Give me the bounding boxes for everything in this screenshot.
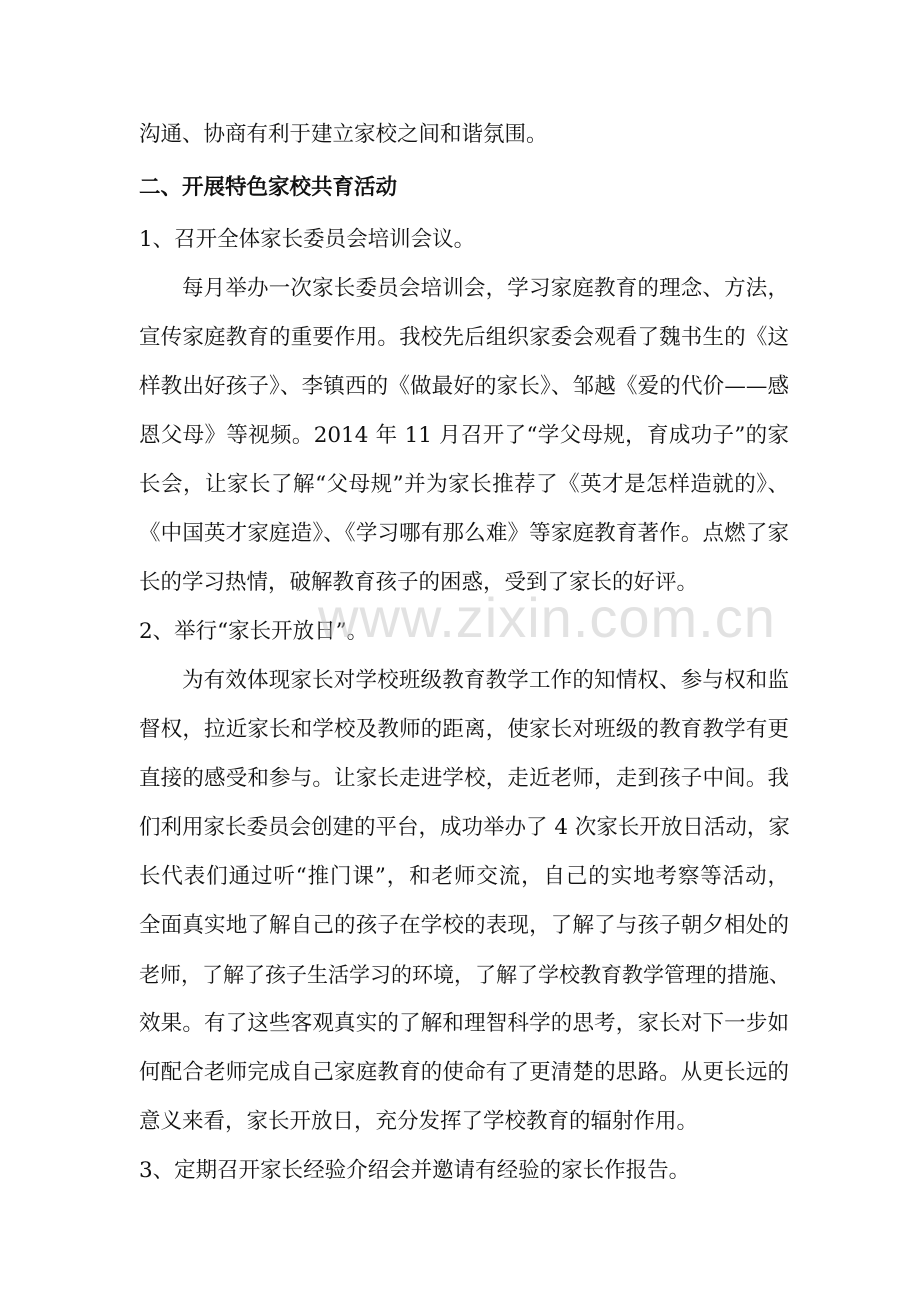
watermark: www.zixin.com.cn — [318, 586, 776, 649]
subsection-heading: 2、举行“家长开放日”。 — [139, 619, 369, 644]
paragraph-line: 效果。有了这些客观真实的了解和理智科学的思考，家长对下一步如 — [139, 1011, 789, 1036]
paragraph-line: 长代表们通过听“推门课”，和老师交流，自己的实地考察等活动， — [139, 864, 789, 889]
paragraph-line: 长的学习热情，破解教育孩子的困惑，受到了家长的好评。 — [139, 570, 699, 595]
paragraph-line: 《中国英才家庭造》、《学习哪有那么难》等家庭教育著作。点燃了家 — [139, 521, 789, 546]
paragraph-line: 直接的感受和参与。让家长走进学校，走近老师，走到孩子中间。我 — [139, 766, 789, 791]
paragraph-line: 样教出好孩子》、李镇西的《做最好的家长》、邹越《爱的代价——感 — [139, 374, 789, 399]
paragraph-line: 为有效体现家长对学校班级教育教学工作的知情权、参与权和监 — [182, 668, 789, 693]
paragraph-line: 老师，了解了孩子生活学习的环境，了解了学校教育教学管理的措施、 — [139, 963, 790, 987]
section-heading: 二、开展特色家校共育活动 — [139, 175, 398, 200]
paragraph-line: 长会，让家长了解“父母规”并为家长推荐了《英才是怎样造就的》、 — [139, 472, 789, 497]
paragraph-line: 每月举办一次家长委员会培训会，学习家庭教育的理念、方法， — [182, 276, 789, 301]
paragraph-line: 督权，拉近家长和学校及教师的距离，使家长对班级的教育教学有更 — [139, 717, 789, 742]
paragraph-line: 何配合老师完成自己家庭教育的使命有了更清楚的思路。从更长远的 — [139, 1060, 789, 1085]
subsection-heading: 3、定期召开家长经验介绍会并邀请有经验的家长作报告。 — [139, 1158, 691, 1183]
subsection-heading: 1、召开全体家长委员会培训会议。 — [139, 227, 476, 252]
paragraph-line: 恩父母》等视频。2014 年 11 月召开了“学父母规，育成功子”的家 — [139, 423, 789, 448]
paragraph-line: 们利用家长委员会创建的平台，成功举办了 4 次家长开放日活动，家 — [139, 815, 790, 840]
paragraph-line: 全面真实地了解自己的孩子在学校的表现，了解了与孩子朝夕相处的 — [139, 913, 789, 938]
paragraph-line: 宣传家庭教育的重要作用。我校先后组织家委会观看了魏书生的《这 — [139, 325, 789, 350]
paragraph-line: 意义来看，家长开放日，充分发挥了学校教育的辐射作用。 — [139, 1109, 699, 1134]
paragraph-line: 沟通、协商有利于建立家校之间和谐氛围。 — [139, 122, 548, 147]
